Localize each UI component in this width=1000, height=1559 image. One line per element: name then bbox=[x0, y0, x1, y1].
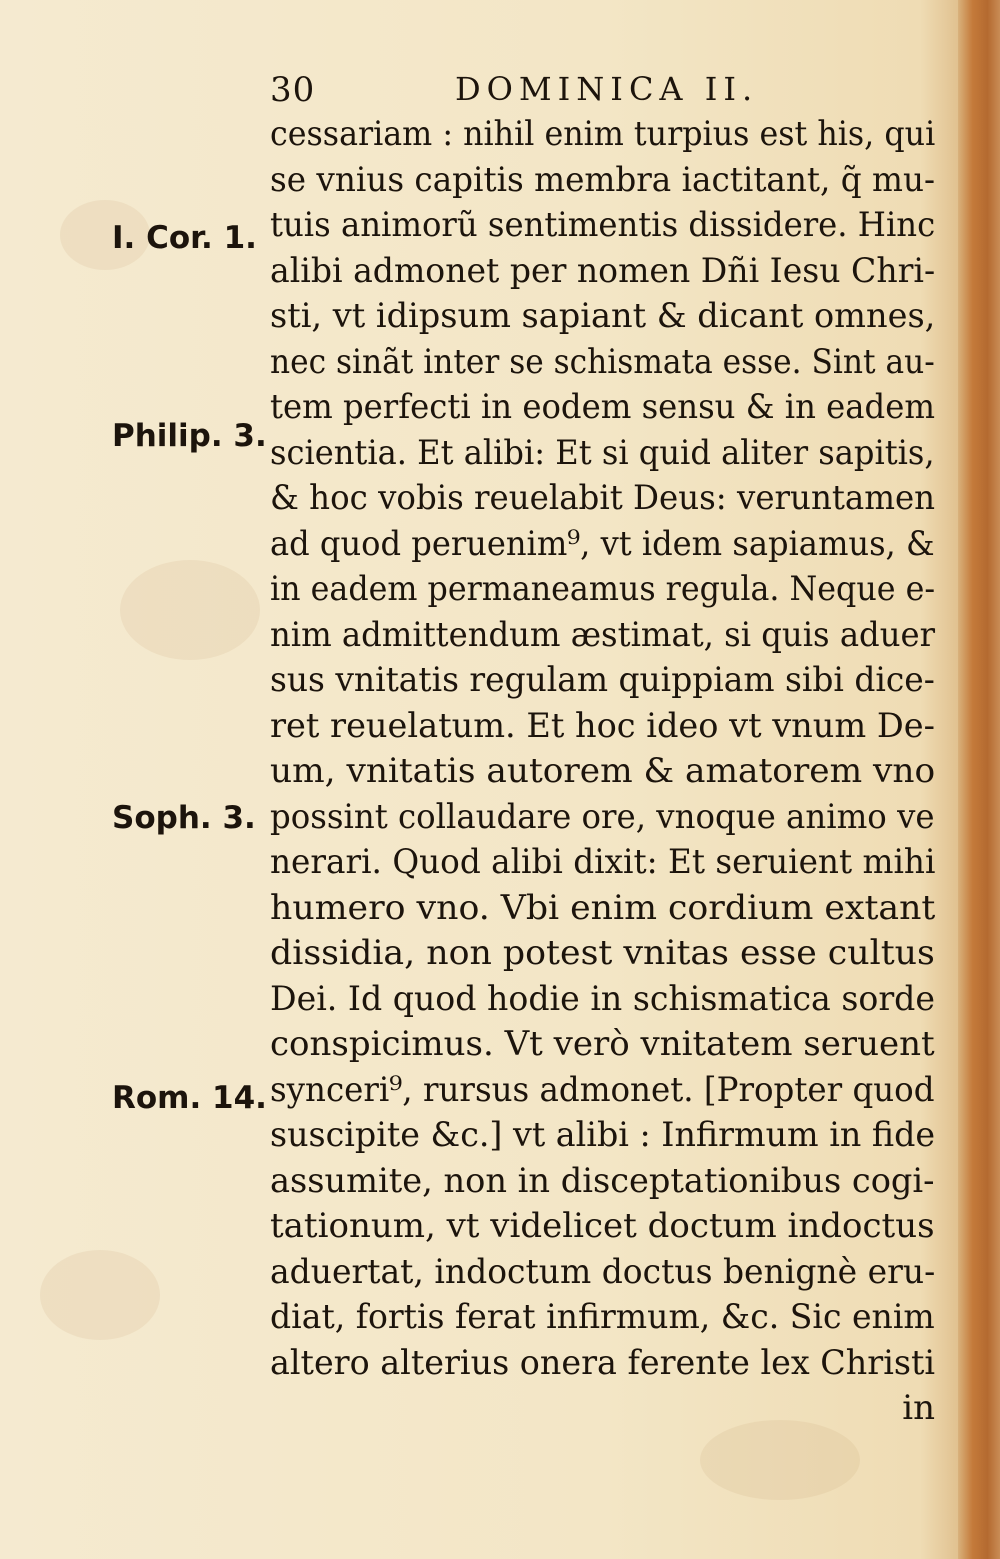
text-line: alibi admonet per nomen Dñi Iesu Chri- bbox=[270, 250, 936, 291]
body-text bbox=[270, 112, 935, 1432]
marginal-note: Rom. 14. bbox=[112, 1080, 267, 1116]
text-line: sti, vt idipsum sapiant & dicant omnes, bbox=[270, 296, 936, 336]
text-line: humero vno. Vbi enim cordium extant bbox=[270, 887, 936, 928]
text-line: scientia. Et alibi: Et si quid aliter sapitis, bbox=[270, 432, 935, 473]
text-line: nerari. Quod alibi dixit: Et seruient mihi bbox=[270, 842, 936, 882]
text-line: tuis animorũ sentimentis dissidere. Hinc bbox=[270, 205, 936, 245]
text-line: cessariam : nihil enim turpius est his, qui bbox=[270, 114, 936, 154]
marginal-note: Philip. 3. bbox=[112, 418, 267, 454]
text-line: Dei. Id quod hodie in schismatica sorde bbox=[270, 978, 936, 1019]
text-line: synceri⁹, rursus admonet. [Propter quod bbox=[270, 1069, 935, 1110]
catchword: in bbox=[902, 1388, 935, 1428]
text-line: altero alterius onera ferente lex Christi bbox=[270, 1342, 936, 1383]
text-line: possint collaudare ore, vnoque animo ve bbox=[270, 796, 935, 837]
text-line: conspicimus. Vt verò vnitatem seruent bbox=[270, 1024, 935, 1064]
text-line: nec sinãt inter se schismata esse. Sint au- bbox=[270, 341, 935, 382]
marginal-note: Soph. 3. bbox=[112, 800, 256, 836]
text-line: aduertat, indoctum doctus benignè eru- bbox=[270, 1251, 936, 1292]
text-line: in eadem permaneamus regula. Neque e- bbox=[270, 569, 936, 609]
text-line: tem perfecti in eodem sensu & in eadem bbox=[270, 387, 935, 427]
text-line: & hoc vobis reuelabit Deus: veruntamen bbox=[270, 478, 936, 518]
page-number: 30 bbox=[270, 70, 316, 110]
text-line: suscipite &c.] vt alibi : Infirmum in fide bbox=[270, 1115, 936, 1155]
text-line: tationum, vt videlicet doctum indoctus bbox=[270, 1206, 935, 1246]
text-line: ret reuelatum. Et hoc ideo vt vnum De- bbox=[270, 705, 935, 746]
page-edge bbox=[958, 0, 1000, 1559]
text-line: se vnius capitis membra iactitant, q̃ mu- bbox=[270, 159, 935, 200]
page-header bbox=[270, 70, 930, 118]
marginal-note: I. Cor. 1. bbox=[112, 220, 257, 256]
text-line: um, vnitatis autorem & amatorem vno bbox=[270, 751, 936, 791]
text-line: dissidia, non potest vnitas esse cultus bbox=[270, 933, 935, 973]
text-line: sus vnitatis regulam quippiam sibi dice- bbox=[270, 660, 935, 700]
text-line: diat, fortis ferat infirmum, &c. Sic enim bbox=[270, 1297, 935, 1337]
running-title: DOMINICA II. bbox=[455, 70, 759, 108]
text-line: nim admittendum æstimat, si quis aduer bbox=[270, 614, 935, 655]
text-line: ad quod peruenim⁹, vt idem sapiamus, & bbox=[270, 523, 935, 564]
text-line: assumite, non in disceptationibus cogi- bbox=[270, 1160, 935, 1201]
